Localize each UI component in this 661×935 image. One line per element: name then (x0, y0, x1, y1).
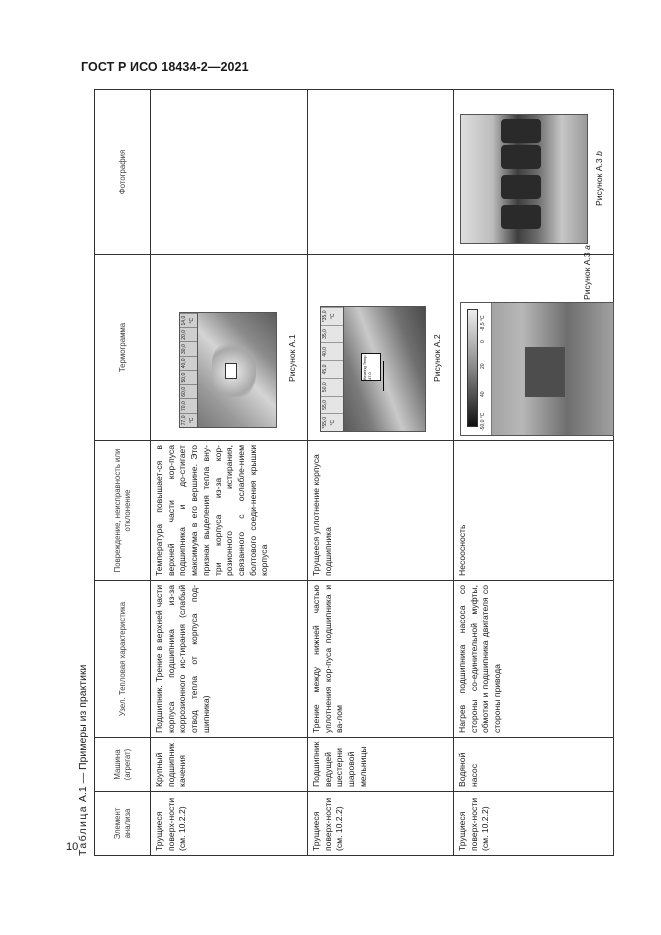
element-cell: Трущиеся поверх-ности (см. 10.2.2) (151, 792, 308, 856)
photo-cell (308, 90, 454, 255)
scale-tick: 30,0 (180, 342, 197, 356)
scale-tick: 35,0 (321, 325, 343, 343)
figure-label-text: Рисунок А.3 (582, 252, 592, 300)
thermogram-image (460, 302, 614, 436)
color-scale-bar (467, 309, 478, 427)
motor-shape (501, 119, 541, 143)
table-row (454, 90, 614, 856)
photo-cell (454, 90, 614, 255)
figure-label (594, 151, 606, 206)
rotated-table-container (77, 90, 613, 856)
motor-shape (501, 175, 541, 199)
scale-tick: 77,0 °C (180, 413, 197, 427)
thermogram-cell (151, 255, 308, 441)
scale-tick: 0 (480, 340, 486, 343)
thermogram-image (320, 306, 426, 432)
scale-tick: 50,0 (180, 370, 197, 384)
machine-cell: Крупный подшипник качения (151, 738, 308, 792)
column-header: Термограмма (95, 255, 151, 441)
scale-tick: 70,0 (180, 399, 197, 413)
figure-label: Рисунок А.1 (287, 334, 297, 382)
page-number: 10 (66, 841, 79, 853)
column-header: Фотография (95, 90, 151, 255)
figure-label: Рисунок А.2 (432, 334, 442, 382)
thermogram-cell (308, 255, 454, 441)
scale-tick: 45,0 (321, 360, 343, 378)
scale-tick: 20,0 (180, 327, 197, 341)
unit-cell: Трение между нижней частью уплотнения кор-пуса подшипника и ва-лом (308, 581, 454, 738)
scale-tick: *55,0 °C (321, 413, 343, 431)
figure-label-suffix: а (582, 245, 592, 250)
hot-region (525, 347, 565, 397)
pump-photo (460, 114, 588, 244)
scale-tick: 20 (480, 363, 486, 369)
motor-shape (501, 205, 541, 229)
element-cell: Трущиеся поверх-ности (см. 10.2.2) (454, 792, 614, 856)
scale-tick: -8,5 °C (480, 315, 486, 331)
marker-tag (225, 363, 237, 379)
thermogram-image (179, 312, 277, 428)
table-header-row (95, 90, 151, 856)
table-caption (77, 665, 89, 856)
table-caption-rest: А.1 — Примеры из практики (77, 664, 89, 803)
element-cell: Трущиеся поверх-ности (см. 10.2.2) (308, 792, 454, 856)
thermogram-cell (454, 245, 614, 441)
scale-tick: *35,0 °C (321, 307, 343, 325)
machine-cell: Подшипник ведущей шестерни шаровой мельницы (308, 738, 454, 792)
damage-cell: Температура повышает-ся в верхней части кор-пуса подшипника и до-стигает максимума в его вершине. Это признак выделения тепла вну-три корпуса из-за кор-розионного истирания, связанного с ослабле-нием болтового соеди-нения крышки корпуса (151, 441, 308, 581)
photo-cell (151, 90, 308, 255)
figure-label-suffix: b (594, 151, 604, 156)
figure-label-text: Рисунок А.3 (594, 158, 604, 206)
column-header: Машина (агрегат) (95, 738, 151, 792)
table-row (308, 90, 454, 856)
document-header: ГОСТ Р ИСО 18434-2—2021 (81, 60, 249, 74)
scale-tick: 50,0 (321, 378, 343, 396)
scale-tick: 40 (480, 391, 486, 397)
scale-tick: 40,0 (321, 342, 343, 360)
scale-tick: 60,0 (180, 384, 197, 398)
scale-tick: -50,0 °C (480, 412, 486, 431)
table-caption-prefix: Таблица (77, 805, 89, 856)
crosshair (383, 361, 384, 391)
thermogram-scale (321, 307, 344, 431)
examples-table (94, 89, 614, 856)
column-header: Элемент анализа (95, 792, 151, 856)
unit-cell: Нагрев подшипника насоса со стороны со-единительной муфты, обмотки и подшипника двигателя со стороны привода (454, 581, 614, 738)
scale-tick: 55,0 (321, 396, 343, 414)
bearing-temp-box: Bearing Temp 47,0 (361, 353, 381, 381)
motor-shape (501, 145, 541, 169)
thermogram-scale (461, 303, 492, 435)
damage-cell: Трущееся уплотнение корпуса подшипника (308, 441, 454, 581)
damage-cell: Несоосность (454, 441, 614, 581)
machine-cell: Водяной насос (454, 738, 614, 792)
table-row (151, 90, 308, 856)
unit-cell: Подшипник. Трение в верхней части корпуса подшипника из-за коррозионного ис-тирания (слабый отвод тепла от корпуса под-шипника) (151, 581, 308, 738)
thermogram-scale (180, 313, 198, 427)
scale-tick: 14,0 °C (180, 313, 197, 327)
column-header: Повреждение, неисправность или отклонение (95, 441, 151, 581)
column-header: Узел. Тепловая характеристика (95, 581, 151, 738)
scale-tick: 40,0 (180, 356, 197, 370)
